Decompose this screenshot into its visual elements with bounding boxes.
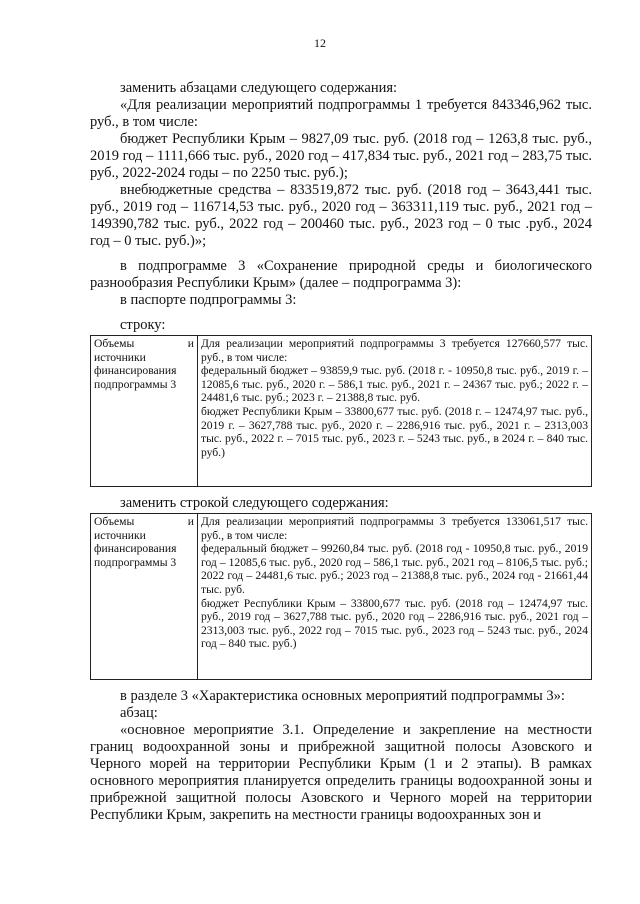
table-value-cell <box>198 336 592 487</box>
paragraph-budget: бюджет Республики Крым – 9827,09 тыс. руб. (2018 год – 1263,8 тыс. руб., 2019 год – 1111,666 тыс. руб., 2020 год – 417,834 тыс. руб., 2021 год – 283,75 тыс. руб., 2022-2024 годы – по 2250 тыс. руб.); <box>90 131 592 181</box>
label-line: источники <box>94 350 146 364</box>
paragraph-extrabudget: внебюджетные средства – 833519,872 тыс. руб. (2018 год – 3643,441 тыс. руб., 2019 год – 116714,53 тыс. руб., 2020 год – 363311,119 тыс. руб., 2021 год – 149390,782 тыс. руб., 2022 год – 200460 тыс. руб., 2023 год – 0 тыс .руб., 2024 год – 0 тыс. руб.)»; <box>90 182 592 249</box>
label-line: Объемы и <box>94 337 194 350</box>
label-line: финансирования <box>94 542 177 556</box>
table-label-cell <box>91 336 198 487</box>
table-row <box>91 336 592 487</box>
passport-table-new <box>90 513 592 680</box>
label-line: финансирования <box>94 364 177 378</box>
paragraph-passport: в паспорте подпрограммы 3: <box>120 292 297 308</box>
paragraph-subprogram-3: в подпрограмме 3 «Сохранение природной среды и биологического разнообразия Республики Крым» (далее – подпрограмма 3): <box>90 258 592 291</box>
paragraph-main-measure: «основное мероприятие 3.1. Определение и закрепление на местности границ водоохранной зоны и прибрежной защитной полосы Азовского и Черного морей на территории Республики Крым (1 и 2 этапы). В рамках основного мероприятия планируется определить границы водоохранной зоны и прибрежной защитной полосы Азовского и Черного морей на территории Республики Крым, закрепить на местности границы водоохранных зон и <box>90 722 592 823</box>
document-body <box>90 80 592 824</box>
table-label-cell <box>91 514 198 680</box>
page-number: 12 <box>314 36 326 50</box>
paragraph-intro: заменить абзацами следующего содержания: <box>120 80 398 96</box>
cell-paragraph-federal: федеральный бюджет – 93859,9 тыс. руб. (2018 г. - 10950,8 тыс. руб., 2019 г. – 12085,6 тыс. руб., 2020 г. – 586,1 тыс. руб., 2021 г. – 24367 тыс. руб.; 2022 г. – 24481,6 тыс. руб.; 2023 г. – 21388,8 тыс. руб. <box>201 364 588 405</box>
label-line: Объемы и <box>94 515 194 528</box>
paragraph-row: строку: <box>120 317 166 333</box>
cell-paragraph-federal: федеральный бюджет – 99260,84 тыс. руб. (2018 год - 10950,8 тыс. руб., 2019 год – 12085,6 тыс. руб., 2020 год – 586,1 тыс. руб., 2021 год – 8106,5 тыс. руб.; 2022 год – 24481,6 тыс. руб.; 2023 год – 21388,8 тыс. руб., 2024 год - 21661,44 тыс. руб. <box>201 542 588 596</box>
label-line: подпрограммы 3 <box>94 377 177 391</box>
paragraph-section-3: в разделе 3 «Характеристика основных мероприятий подпрограммы 3»: <box>120 688 565 704</box>
paragraph-replace-row: заменить строкой следующего содержания: <box>120 495 389 511</box>
paragraph-total: «Для реализации мероприятий подпрограммы 1 требуется 843346,962 тыс. руб., в том числе: <box>90 97 592 130</box>
table-value-cell <box>198 514 592 680</box>
label-line: подпрограммы 3 <box>94 555 177 569</box>
passport-table-old <box>90 335 592 487</box>
cell-paragraph-total: Для реализации мероприятий подпрограммы 3 требуется 127660,577 тыс. руб., в том числе: <box>201 337 588 364</box>
cell-paragraph-total: Для реализации мероприятий подпрограммы 3 требуется 133061,517 тыс. руб., в том числе: <box>201 515 588 542</box>
cell-paragraph-regional: бюджет Республики Крым – 33800,677 тыс. руб. (2018 год – 12474,97 тыс. руб., 2019 год – 3627,788 тыс. руб., 2020 год – 2286,916 тыс. руб., 2021 год – 2313,003 тыс. руб., 2022 год – 7015 тыс. руб., 2023 год – 5243 тыс. руб., 2024 год – 840 тыс. руб.) <box>201 596 588 651</box>
cell-paragraph-regional: бюджет Республики Крым – 33800,677 тыс. руб. (2018 г. – 12474,97 тыс. руб., 2019 г. – 3627,788 тыс. руб., 2020 г. – 2286,916 тыс. руб., 2021 г. – 2313,003 тыс. руб., 2022 г. – 7015 тыс. руб., 2023 г. – 5243 тыс. руб., в 2024 г. – 840 тыс. руб.) <box>201 404 588 459</box>
table-row <box>91 514 592 680</box>
label-line: источники <box>94 528 146 542</box>
paragraph-abzac: абзац: <box>120 705 158 721</box>
